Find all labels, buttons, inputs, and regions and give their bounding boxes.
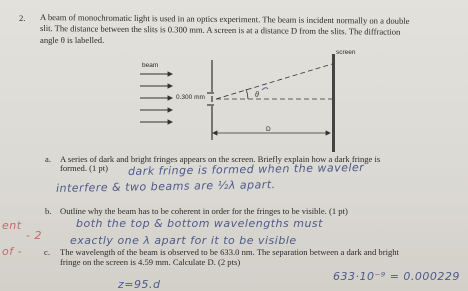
handwritten-angle-mark <box>262 88 268 90</box>
question-number: 2. <box>19 13 26 23</box>
answer-c-bottom: z=95.d <box>118 278 161 291</box>
question-intro-line-3: angle θ is labelled. <box>40 35 105 45</box>
beam-arrows <box>140 72 172 124</box>
answer-a-line-2: interfere & two beams are ½λ apart. <box>55 178 276 195</box>
part-c-line-1: The wavelength of the beam is observed to be 633.0 nm. The separation between a dark and bright <box>60 247 399 257</box>
part-c-letter: c. <box>44 247 50 257</box>
margin-note-2: - 2 <box>26 229 42 242</box>
theta-label: θ <box>255 90 259 99</box>
distance-label: D <box>266 126 271 133</box>
answer-c-calculation: 633·10⁻⁹ = 0.000229 <box>333 270 460 283</box>
question-intro-line-1: A beam of monochromatic light is used in an optics experiment. The beam is incident normally on a double <box>39 12 410 26</box>
screen-label: screen <box>336 49 356 56</box>
double-slit-barrier <box>207 60 214 140</box>
part-a-line-1: A series of dark and bright fringes appears on the screen. Briefly explain how a dark fringe is <box>60 154 381 164</box>
answer-a-line-1: dark fringe is formed when the waveler <box>127 160 365 179</box>
answer-b-line-2: exactly one λ apart for it to be visible <box>70 234 297 247</box>
diffracted-ray <box>216 64 332 99</box>
beam-label: beam <box>142 62 159 69</box>
answer-b-line-1: both the top & bottom wavelengths must <box>76 217 323 230</box>
part-a-letter: a. <box>45 154 51 164</box>
part-a-line-2: formed. (1 pt) <box>60 163 108 173</box>
part-c-line-2: fringe on the screen is 4.59 mm. Calculate D. (2 pts) <box>60 257 241 267</box>
question-intro-line-2: slit. The distance between the slits is 0.300 mm. A screen is at a distance D from the slits. The diffraction <box>39 23 401 37</box>
part-b-line-1: Outline why the beam has to be coherent in order for the fringes to be visible. (1 pt) <box>60 206 348 216</box>
part-b-letter: b. <box>45 206 52 216</box>
margin-note-1: ent <box>2 219 22 232</box>
distance-arrow <box>213 131 330 135</box>
margin-note-3: of - <box>2 245 23 258</box>
slit-distance-label: 0.300 mm <box>176 94 205 101</box>
screen <box>332 54 335 152</box>
theta-arc <box>246 89 248 99</box>
